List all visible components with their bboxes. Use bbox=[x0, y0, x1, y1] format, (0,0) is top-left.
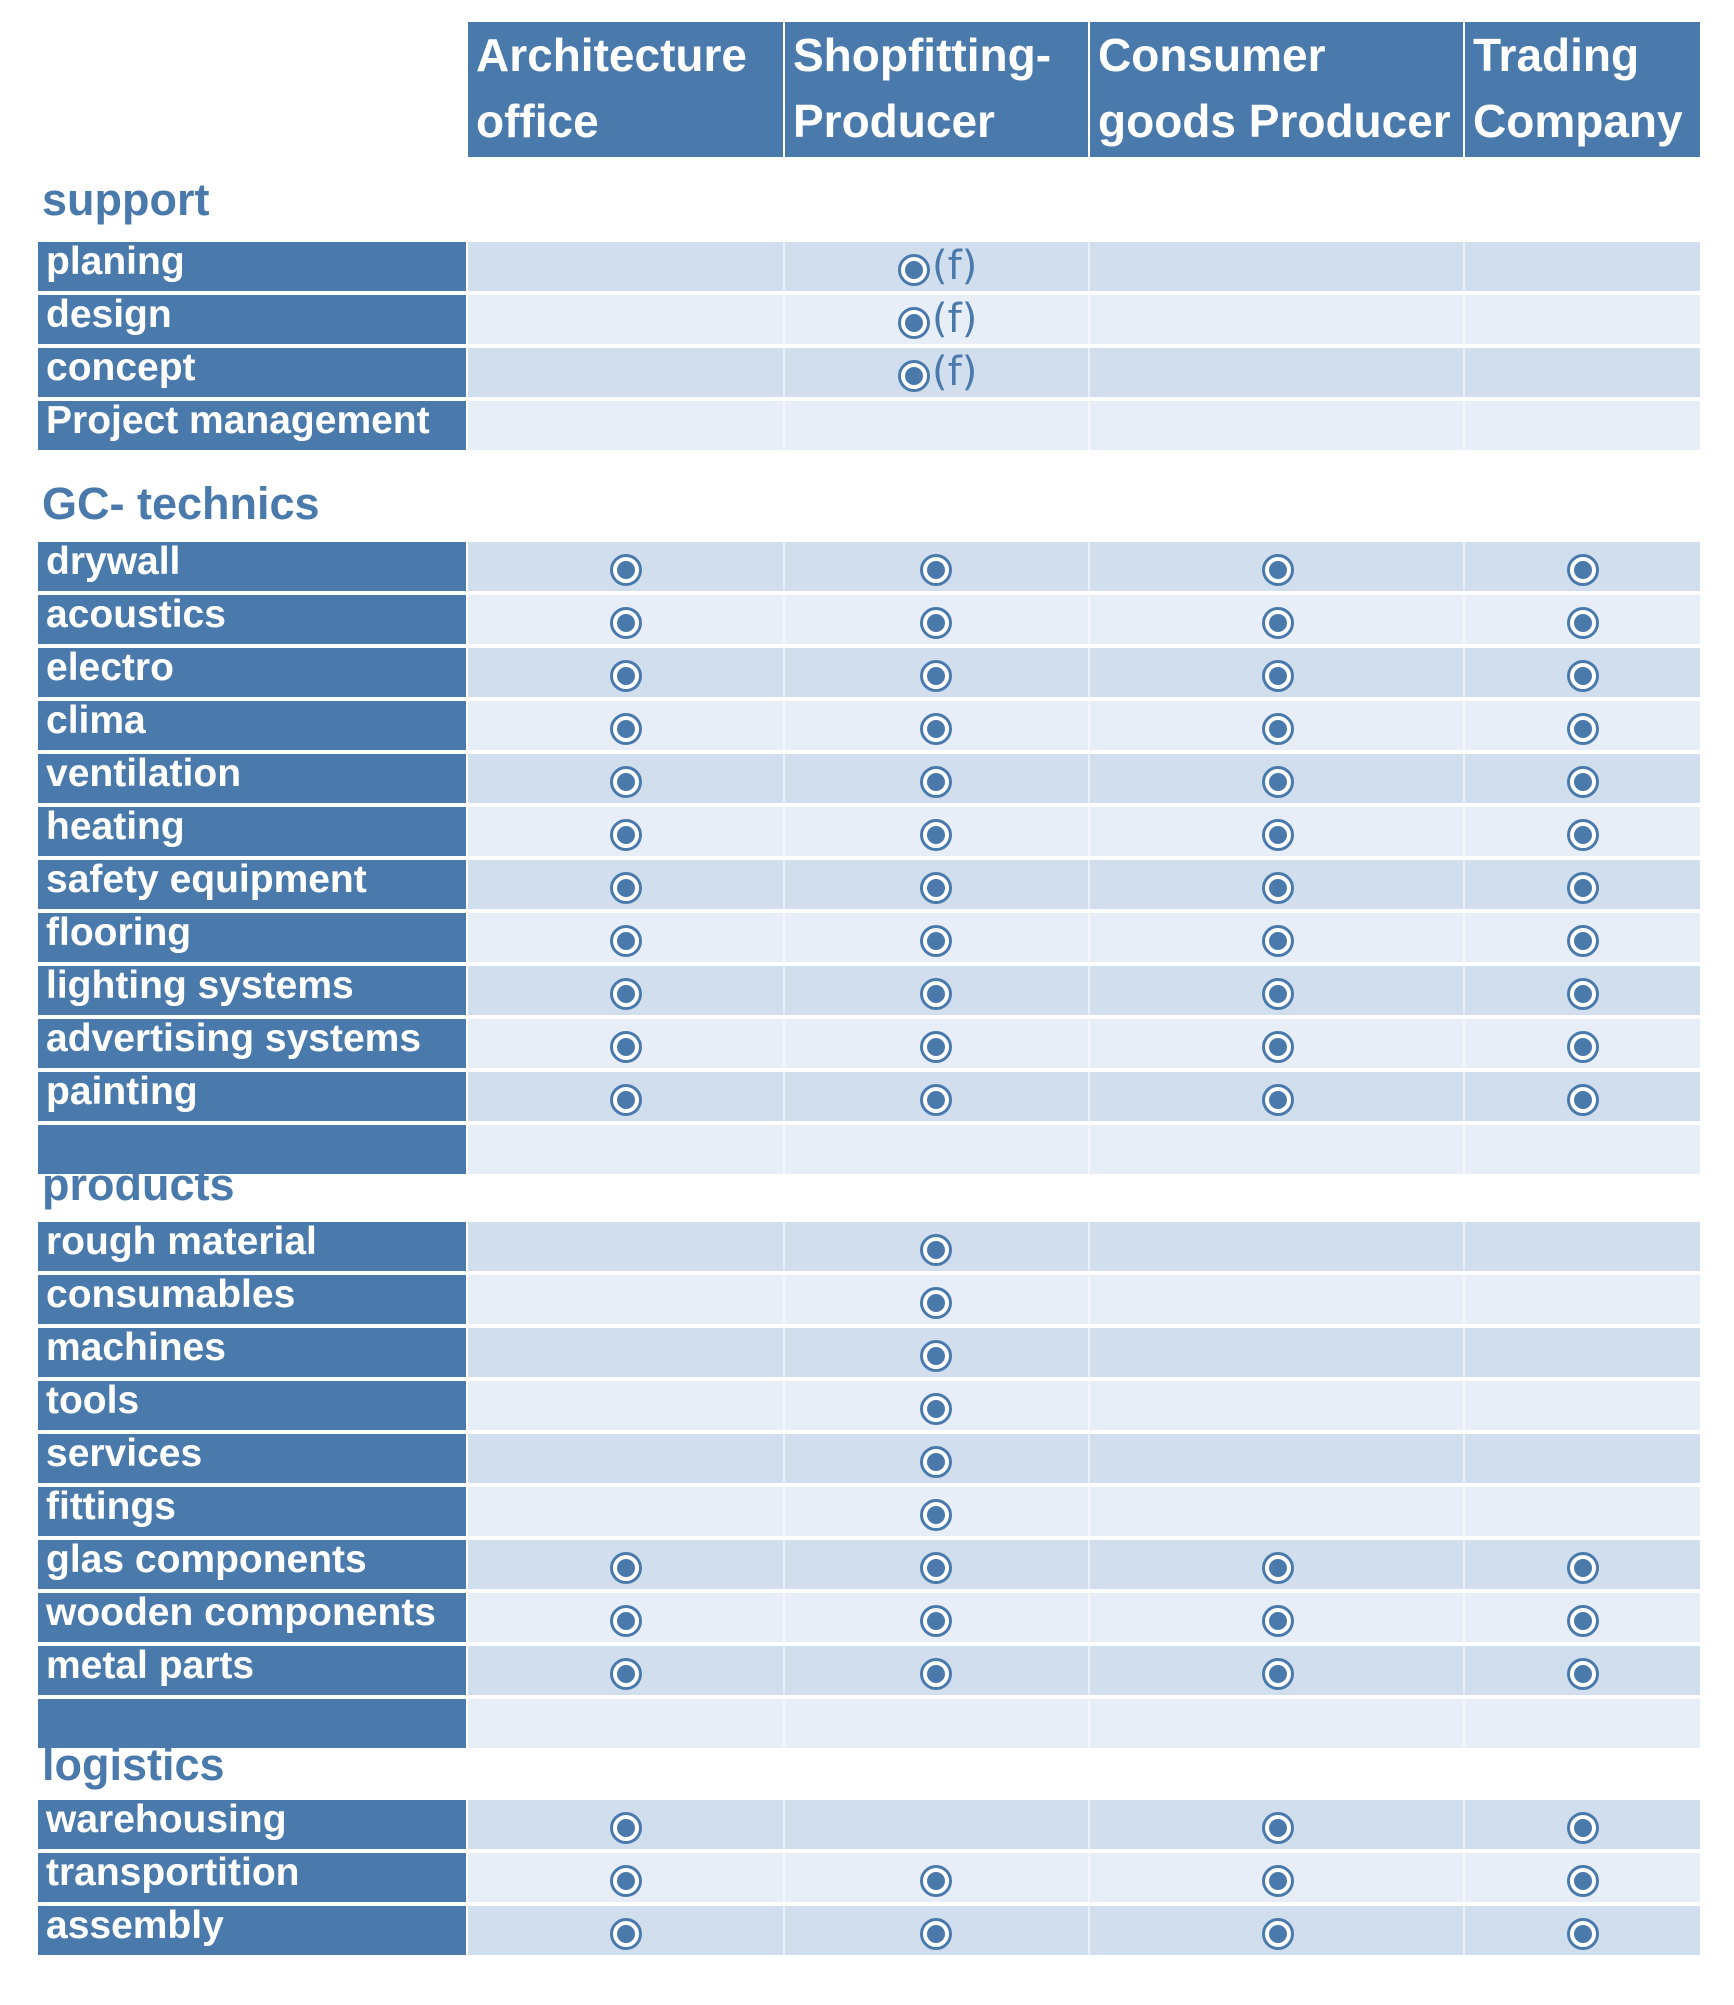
filled-circle-icon bbox=[610, 607, 642, 639]
filled-circle-icon bbox=[1262, 713, 1294, 745]
filled-circle-icon bbox=[898, 360, 930, 392]
row-cells bbox=[468, 1381, 1700, 1430]
column-header-1: Architecture office bbox=[468, 22, 783, 157]
filled-circle-icon bbox=[610, 1605, 642, 1637]
filled-circle-icon bbox=[920, 1084, 952, 1116]
matrix-row bbox=[38, 860, 1700, 909]
column-divider bbox=[783, 1487, 785, 1536]
column-divider bbox=[1088, 1540, 1090, 1589]
column-divider bbox=[1463, 1019, 1465, 1068]
filled-circle-icon bbox=[610, 819, 642, 851]
matrix-row bbox=[38, 1699, 1700, 1748]
column-divider bbox=[1088, 295, 1090, 344]
row-label: metal parts bbox=[38, 1646, 466, 1695]
row-cells bbox=[468, 1222, 1700, 1271]
column-divider bbox=[783, 1275, 785, 1324]
filled-circle-icon bbox=[1567, 1812, 1599, 1844]
column-divider bbox=[1463, 966, 1465, 1015]
row-label: concept bbox=[38, 348, 466, 397]
column-divider bbox=[1088, 1699, 1090, 1748]
column-divider bbox=[1463, 1699, 1465, 1748]
matrix-row bbox=[38, 701, 1700, 750]
row-label: electro bbox=[38, 648, 466, 697]
column-divider bbox=[1463, 701, 1465, 750]
matrix-row bbox=[38, 1072, 1700, 1121]
column-divider bbox=[1463, 348, 1465, 397]
filled-circle-icon bbox=[1567, 1084, 1599, 1116]
column-divider bbox=[1463, 1222, 1465, 1271]
column-divider bbox=[783, 242, 785, 291]
filled-circle-icon bbox=[1262, 978, 1294, 1010]
filled-circle-icon bbox=[898, 307, 930, 339]
row-label: heating bbox=[38, 807, 466, 856]
matrix-row bbox=[38, 1906, 1700, 1955]
column-divider bbox=[783, 1593, 785, 1642]
section-title: GC- technics bbox=[42, 478, 320, 529]
filled-circle-icon bbox=[1567, 713, 1599, 745]
column-divider bbox=[1088, 1800, 1090, 1849]
filled-circle-icon bbox=[1567, 1031, 1599, 1063]
matrix-row bbox=[38, 1800, 1700, 1849]
filled-circle-icon bbox=[610, 1865, 642, 1897]
filled-circle-icon bbox=[1567, 819, 1599, 851]
filled-circle-icon bbox=[920, 819, 952, 851]
filled-circle-icon bbox=[610, 1031, 642, 1063]
column-divider bbox=[783, 295, 785, 344]
row-cells bbox=[468, 1646, 1700, 1695]
filled-circle-icon bbox=[1567, 1658, 1599, 1690]
column-divider bbox=[1088, 401, 1090, 450]
matrix-row bbox=[38, 1540, 1700, 1589]
filled-circle-icon bbox=[1262, 1031, 1294, 1063]
column-divider bbox=[783, 1381, 785, 1430]
column-divider bbox=[1463, 1800, 1465, 1849]
column-divider bbox=[1088, 348, 1090, 397]
column-divider bbox=[1088, 860, 1090, 909]
row-cells bbox=[468, 542, 1700, 591]
row-label: flooring bbox=[38, 913, 466, 962]
column-divider bbox=[783, 1125, 785, 1174]
row-label: warehousing bbox=[38, 1800, 466, 1849]
filled-circle-icon bbox=[920, 1446, 952, 1478]
section-title: support bbox=[42, 174, 210, 225]
matrix-row bbox=[38, 807, 1700, 856]
row-label: machines bbox=[38, 1328, 466, 1377]
row-note: (f) bbox=[932, 296, 978, 342]
matrix-row bbox=[38, 1853, 1700, 1902]
row-cells bbox=[468, 966, 1700, 1015]
filled-circle-icon bbox=[920, 660, 952, 692]
column-divider bbox=[1463, 1487, 1465, 1536]
filled-circle-icon bbox=[920, 766, 952, 798]
filled-circle-icon bbox=[898, 254, 930, 286]
filled-circle-icon bbox=[920, 978, 952, 1010]
section-title: logistics bbox=[42, 1739, 225, 1790]
filled-circle-icon bbox=[610, 713, 642, 745]
filled-circle-icon bbox=[1262, 766, 1294, 798]
row-label: painting bbox=[38, 1072, 466, 1121]
column-divider bbox=[783, 1646, 785, 1695]
row-label: advertising systems bbox=[38, 1019, 466, 1068]
row-cells bbox=[468, 807, 1700, 856]
row-cells bbox=[468, 1125, 1700, 1174]
row-label: drywall bbox=[38, 542, 466, 591]
filled-circle-icon bbox=[1567, 925, 1599, 957]
row-label: transportition bbox=[38, 1853, 466, 1902]
filled-circle-icon bbox=[1567, 872, 1599, 904]
row-cells bbox=[468, 595, 1700, 644]
column-divider bbox=[783, 701, 785, 750]
row-cells bbox=[468, 1072, 1700, 1121]
row-label: assembly bbox=[38, 1906, 466, 1955]
column-divider bbox=[783, 1853, 785, 1902]
row-label: clima bbox=[38, 701, 466, 750]
row-label: design bbox=[38, 295, 466, 344]
matrix-row bbox=[38, 913, 1700, 962]
row-cells bbox=[468, 242, 1700, 291]
row-label: ventilation bbox=[38, 754, 466, 803]
matrix-row bbox=[38, 754, 1700, 803]
filled-circle-icon bbox=[1567, 607, 1599, 639]
row-cells bbox=[468, 1275, 1700, 1324]
column-divider bbox=[1088, 1646, 1090, 1695]
row-cells bbox=[468, 1540, 1700, 1589]
row-label: fittings bbox=[38, 1487, 466, 1536]
column-divider bbox=[1088, 1125, 1090, 1174]
row-cells bbox=[468, 648, 1700, 697]
matrix-row bbox=[38, 1328, 1700, 1377]
column-header-4: Trading Company bbox=[1465, 22, 1700, 157]
filled-circle-icon bbox=[1262, 554, 1294, 586]
matrix-row bbox=[38, 1275, 1700, 1324]
column-divider bbox=[783, 754, 785, 803]
row-note: (f) bbox=[932, 243, 978, 289]
column-divider bbox=[1463, 1434, 1465, 1483]
column-divider bbox=[783, 1019, 785, 1068]
column-divider bbox=[1088, 807, 1090, 856]
filled-circle-icon bbox=[1262, 872, 1294, 904]
column-divider bbox=[783, 1222, 785, 1271]
matrix-row bbox=[38, 242, 1700, 291]
filled-circle-icon bbox=[920, 1865, 952, 1897]
column-divider bbox=[1088, 1381, 1090, 1430]
matrix-row bbox=[38, 401, 1700, 450]
column-divider bbox=[1463, 1646, 1465, 1695]
column-divider bbox=[1088, 1487, 1090, 1536]
matrix-row bbox=[38, 966, 1700, 1015]
column-divider bbox=[783, 1328, 785, 1377]
row-label: safety equipment bbox=[38, 860, 466, 909]
column-divider bbox=[783, 648, 785, 697]
column-divider bbox=[783, 1072, 785, 1121]
row-label: lighting systems bbox=[38, 966, 466, 1015]
column-divider bbox=[1463, 401, 1465, 450]
matrix-row bbox=[38, 595, 1700, 644]
filled-circle-icon bbox=[610, 872, 642, 904]
column-divider bbox=[783, 1800, 785, 1849]
column-divider bbox=[1463, 1853, 1465, 1902]
filled-circle-icon bbox=[920, 1605, 952, 1637]
column-header-2: Shopfitting- Producer bbox=[785, 22, 1088, 157]
row-cells bbox=[468, 913, 1700, 962]
matrix-row bbox=[38, 1434, 1700, 1483]
filled-circle-icon bbox=[920, 1287, 952, 1319]
filled-circle-icon bbox=[1262, 1084, 1294, 1116]
column-divider bbox=[1463, 807, 1465, 856]
filled-circle-icon bbox=[1262, 1552, 1294, 1584]
matrix-row bbox=[38, 348, 1700, 397]
column-divider bbox=[1088, 1019, 1090, 1068]
column-divider bbox=[1463, 1125, 1465, 1174]
filled-circle-icon bbox=[1262, 925, 1294, 957]
row-cells bbox=[468, 295, 1700, 344]
row-cells bbox=[468, 401, 1700, 450]
filled-circle-icon bbox=[920, 1234, 952, 1266]
column-divider bbox=[1463, 242, 1465, 291]
filled-circle-icon bbox=[610, 660, 642, 692]
filled-circle-icon bbox=[920, 1031, 952, 1063]
filled-circle-icon bbox=[610, 1084, 642, 1116]
matrix-row bbox=[38, 1646, 1700, 1695]
column-divider bbox=[1463, 648, 1465, 697]
row-label: tools bbox=[38, 1381, 466, 1430]
matrix-row bbox=[38, 648, 1700, 697]
column-divider bbox=[1463, 542, 1465, 591]
filled-circle-icon bbox=[920, 1499, 952, 1531]
filled-circle-icon bbox=[920, 554, 952, 586]
column-divider bbox=[783, 1699, 785, 1748]
filled-circle-icon bbox=[1567, 660, 1599, 692]
column-divider bbox=[783, 401, 785, 450]
filled-circle-icon bbox=[920, 607, 952, 639]
filled-circle-icon bbox=[920, 1658, 952, 1690]
filled-circle-icon bbox=[610, 1918, 642, 1950]
column-divider bbox=[1463, 1540, 1465, 1589]
filled-circle-icon bbox=[1262, 607, 1294, 639]
filled-circle-icon bbox=[1567, 1865, 1599, 1897]
row-cells bbox=[468, 1699, 1700, 1748]
column-divider bbox=[1463, 1593, 1465, 1642]
column-divider bbox=[1088, 542, 1090, 591]
filled-circle-icon bbox=[1262, 1865, 1294, 1897]
filled-circle-icon bbox=[920, 925, 952, 957]
column-divider bbox=[1463, 1906, 1465, 1955]
column-divider bbox=[1088, 1593, 1090, 1642]
column-divider bbox=[1088, 701, 1090, 750]
filled-circle-icon bbox=[610, 1812, 642, 1844]
filled-circle-icon bbox=[1567, 978, 1599, 1010]
column-divider bbox=[1463, 1072, 1465, 1121]
row-cells bbox=[468, 1906, 1700, 1955]
column-divider bbox=[1088, 913, 1090, 962]
column-divider bbox=[1088, 242, 1090, 291]
filled-circle-icon bbox=[610, 1658, 642, 1690]
filled-circle-icon bbox=[1567, 554, 1599, 586]
column-divider bbox=[1463, 1275, 1465, 1324]
row-label: acoustics bbox=[38, 595, 466, 644]
column-header-3: Consumer goods Producer bbox=[1090, 22, 1463, 157]
row-cells bbox=[468, 1434, 1700, 1483]
column-divider bbox=[783, 542, 785, 591]
filled-circle-icon bbox=[920, 872, 952, 904]
filled-circle-icon bbox=[920, 1552, 952, 1584]
column-divider bbox=[1463, 595, 1465, 644]
filled-circle-icon bbox=[1262, 660, 1294, 692]
column-divider bbox=[1088, 1434, 1090, 1483]
filled-circle-icon bbox=[610, 766, 642, 798]
row-cells bbox=[468, 754, 1700, 803]
row-cells bbox=[468, 1019, 1700, 1068]
column-divider bbox=[1088, 648, 1090, 697]
row-label: Project management bbox=[38, 401, 466, 450]
column-divider bbox=[1088, 754, 1090, 803]
matrix-row bbox=[38, 542, 1700, 591]
filled-circle-icon bbox=[610, 554, 642, 586]
column-divider bbox=[1088, 1328, 1090, 1377]
row-cells bbox=[468, 1593, 1700, 1642]
column-divider bbox=[1088, 595, 1090, 644]
column-divider bbox=[1088, 1275, 1090, 1324]
row-cells bbox=[468, 1853, 1700, 1902]
row-label: glas components bbox=[38, 1540, 466, 1589]
column-divider bbox=[1463, 754, 1465, 803]
filled-circle-icon bbox=[610, 1552, 642, 1584]
row-cells bbox=[468, 1800, 1700, 1849]
filled-circle-icon bbox=[1262, 1605, 1294, 1637]
filled-circle-icon bbox=[1262, 1812, 1294, 1844]
row-cells bbox=[468, 860, 1700, 909]
row-cells bbox=[468, 1328, 1700, 1377]
column-divider bbox=[783, 860, 785, 909]
column-divider bbox=[1463, 295, 1465, 344]
filled-circle-icon bbox=[920, 713, 952, 745]
row-note: (f) bbox=[932, 349, 978, 395]
row-label: rough material bbox=[38, 1222, 466, 1271]
column-divider bbox=[1463, 1381, 1465, 1430]
column-divider bbox=[1088, 1906, 1090, 1955]
column-divider bbox=[1463, 1328, 1465, 1377]
filled-circle-icon bbox=[920, 1918, 952, 1950]
matrix-row bbox=[38, 1487, 1700, 1536]
section-title: products bbox=[42, 1159, 235, 1210]
filled-circle-icon bbox=[1567, 1552, 1599, 1584]
row-label: wooden components bbox=[38, 1593, 466, 1642]
matrix-row bbox=[38, 295, 1700, 344]
matrix-row bbox=[38, 1381, 1700, 1430]
row-label: services bbox=[38, 1434, 466, 1483]
filled-circle-icon bbox=[1262, 819, 1294, 851]
column-divider bbox=[783, 348, 785, 397]
row-cells bbox=[468, 701, 1700, 750]
row-label: planing bbox=[38, 242, 466, 291]
filled-circle-icon bbox=[610, 978, 642, 1010]
column-divider bbox=[1088, 966, 1090, 1015]
row-cells bbox=[468, 1487, 1700, 1536]
column-divider bbox=[1088, 1222, 1090, 1271]
column-divider bbox=[783, 1540, 785, 1589]
filled-circle-icon bbox=[610, 925, 642, 957]
row-label: consumables bbox=[38, 1275, 466, 1324]
column-divider bbox=[783, 595, 785, 644]
column-divider bbox=[1463, 913, 1465, 962]
matrix-row bbox=[38, 1125, 1700, 1174]
column-divider bbox=[1088, 1072, 1090, 1121]
filled-circle-icon bbox=[920, 1393, 952, 1425]
filled-circle-icon bbox=[920, 1340, 952, 1372]
column-divider bbox=[783, 1434, 785, 1483]
filled-circle-icon bbox=[1262, 1658, 1294, 1690]
column-divider bbox=[783, 913, 785, 962]
column-divider bbox=[1463, 860, 1465, 909]
column-divider bbox=[783, 966, 785, 1015]
matrix-row bbox=[38, 1593, 1700, 1642]
column-divider bbox=[783, 1906, 785, 1955]
filled-circle-icon bbox=[1262, 1918, 1294, 1950]
matrix-row bbox=[38, 1019, 1700, 1068]
matrix-row bbox=[38, 1222, 1700, 1271]
row-cells bbox=[468, 348, 1700, 397]
filled-circle-icon bbox=[1567, 1918, 1599, 1950]
filled-circle-icon bbox=[1567, 766, 1599, 798]
column-divider bbox=[1088, 1853, 1090, 1902]
filled-circle-icon bbox=[1567, 1605, 1599, 1637]
column-divider bbox=[783, 807, 785, 856]
